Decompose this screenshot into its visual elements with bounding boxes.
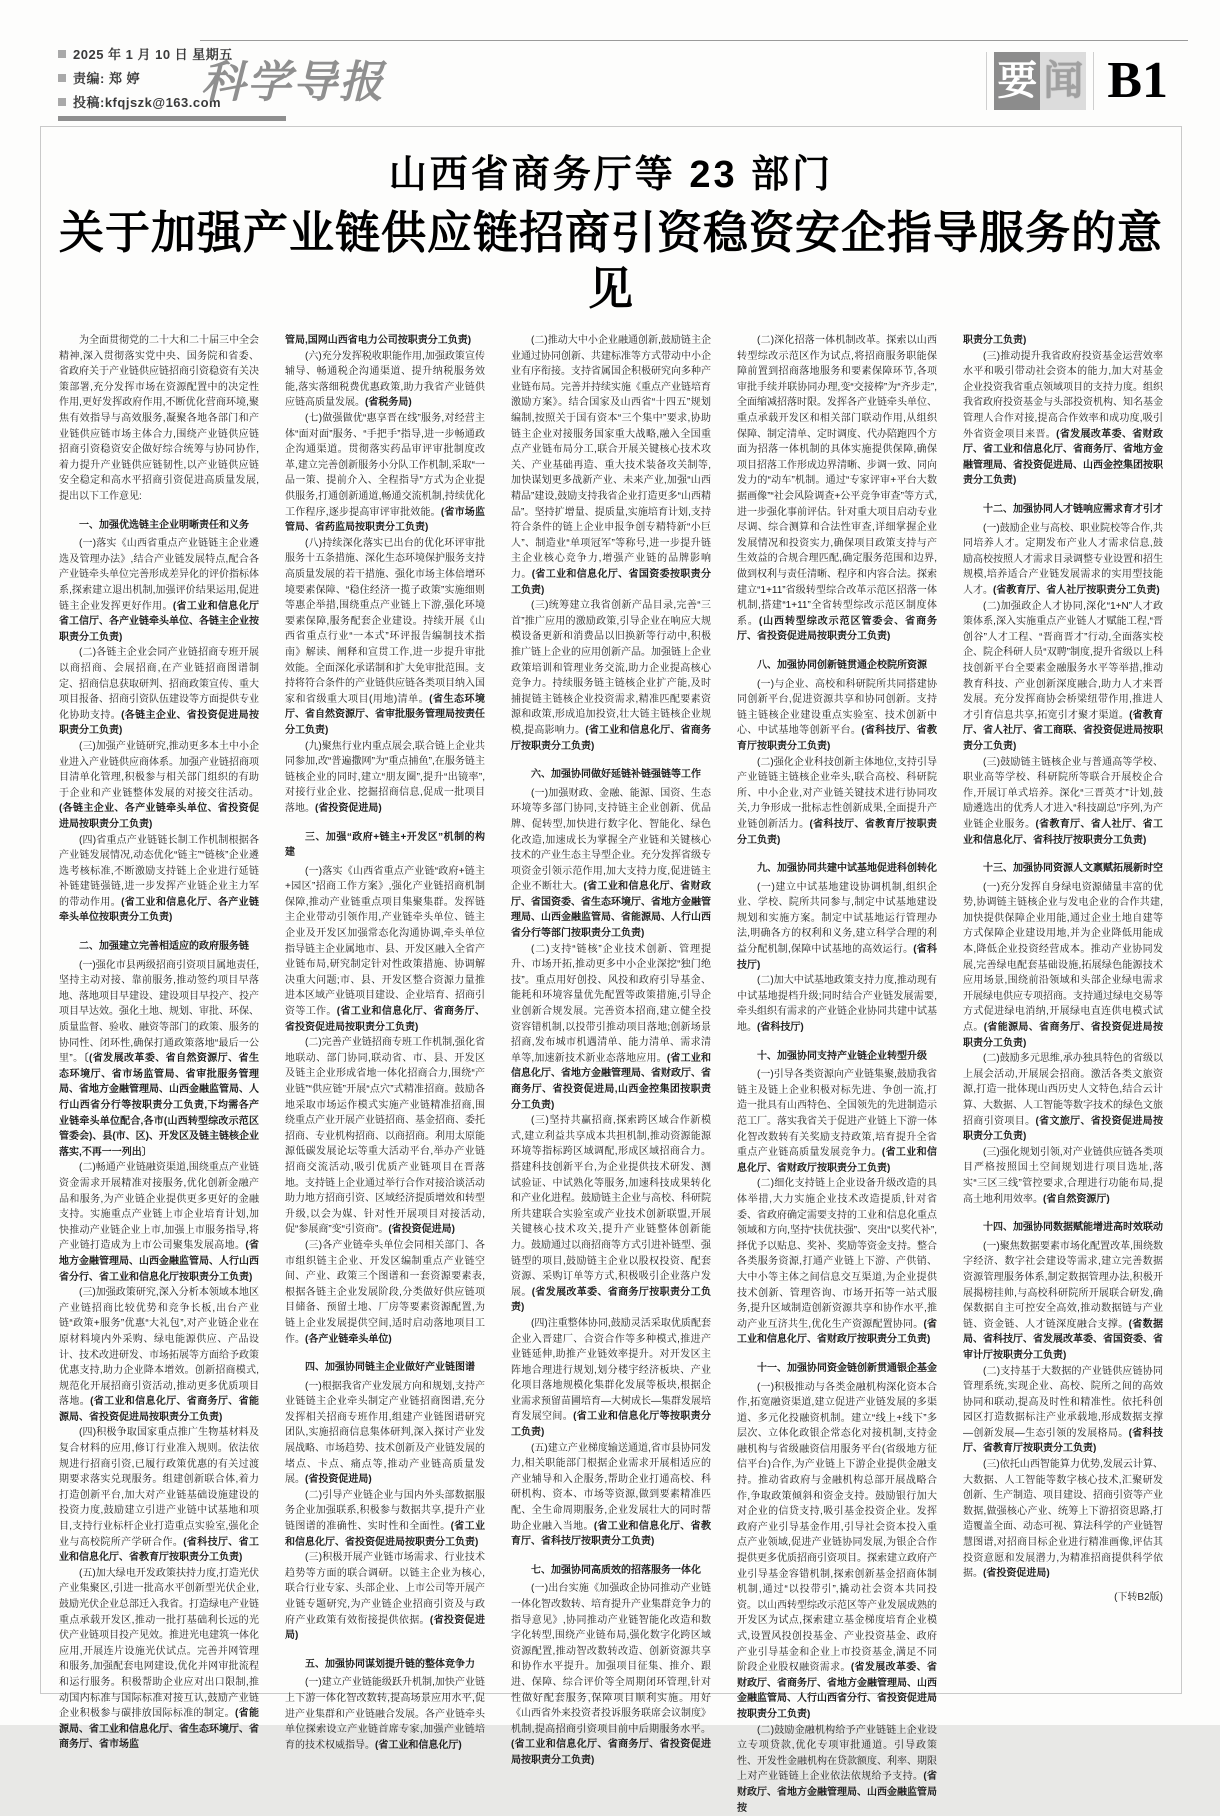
paragraph: (一)鼓励企业与高校、职业院校等合作,共同培养人才。定期发布产业人才需求信息,鼓励高校按照人才需求目录调整专业设置和招生规模,培养适合产业链发展需求的实用型技能人才。(省教育厅、省人社厅按职责分工负责) bbox=[963, 522, 1163, 596]
paragraph: 为全面贯彻党的二十大和二十届三中全会精神,深入贯彻落实党中央、国务院和省委、省政府关于产业链供应链招商引资稳资有关决策部署,充分发挥市场在资源配置中的决定性作用,更好发挥政府作用,不断优化营商环境,聚焦有效指导与高效服务,凝聚各地各部门和产业链供应链市场主体合力,围绕产业链供应链招商引资稳资安企做好综合统筹与协同协作,着力提升产业链供应链韧性,以产业链供应链安全稳定和高水平招商引资促进高质量发展,提出以下工作意见: bbox=[59, 335, 259, 503]
paragraph: (三)依托山西智能算力优势,发展云计算、大数据、人工智能等数字核心技术,汇聚研发创新、生产制造、项目建设、招商引资等产业数据,做强核心产业、统筹上下游招资思路,打造覆盖全面、动态可视、算法科学的产业链智慧图谱,对招商目标企业进行精准画像,评估其投资意愿和发展潜力,为精准招商提供科学依据。(省投资促进局) bbox=[963, 1459, 1163, 1580]
paragraph: (二)加强政企人才协同,深化“1+N”人才政策体系,深入实施重点产业链人才赋能工程,“晋创谷”人才工程、“晋商晋才”行动,全面落实校企、院企科研人员“双聘”制度,提升省级以上科技创新平台全要素金融服务水平等举措,推动教育科技、产业创新深度融合,助力人才来晋发展。充分发挥商协会桥梁纽带作用,推进人才引育信息共享,拓宽引才聚才渠道。(省教育厅、省人社厅、省工商联、省投资促进局按职责分工负责) bbox=[963, 600, 1163, 752]
paragraph: (一)引导各类资源向产业链集聚,鼓励我省链主及链上企业积极对标先进、争创一流,打造一批具有山西特色、全国领先的先进制造示范工厂。落实我省关于促进产业链上下游一体化智改数转有关奖励支持政策,培育提升全省重点产业链高质量发展竞争力。(省工业和信息化厅、省财政厅按职责分工负责) bbox=[737, 1069, 937, 1174]
paragraph: (五)建立产业梯度输送通道,省市县协同发力,相关职能部门根据企业需求开展相适应的产业辅导和入企服务,帮助企业打通高校、科研机构、资本、市场等资源,做到要素精准匹配、全生命周期服务,企业发展壮大的同时帮助企业融入当地。(省工业和信息化厅、省教育厅、省科技厅按职责分工负责) bbox=[511, 1442, 711, 1548]
paragraph: (一)建立产业链能级跃升机制,加快产业链上下游一体化智改数转,提高场景应用水平,促进产业集群和产业链融合发展。各产业链牵头单位探索设立产业链首席专家,加强产业链培育的技术权威指导。(省工业和信息化厅) bbox=[285, 1677, 485, 1751]
divider bbox=[1093, 52, 1094, 110]
article-headline bbox=[41, 153, 1181, 317]
paragraph: (二)引导产业链企业与国内外头部数据服务企业加强联系,积极参与数据共享,提升产业链图谱的准确性、实时性和全面性。(省工业和信息化厅、省投资促进局按职责分工负责) bbox=[285, 1489, 485, 1548]
paragraph: (三)统筹建立我省创新产品目录,完善“三首”推广应用的激励政策,引导企业在响应大规模设备更新和消费品以旧换新等行动中,积极推广链上企业的应用创新产品。加强链上企业政策培训和管理业务交流,助力企业提高核心竞争力。持续服务链主链核企业扩产能,及时捕捉链主链核企业投资需求,精准匹配要素资源和政策,形成追加投资,壮大链主链核企业规模,提高影响力。(省工业和信息化厅、省商务厅按职责分工负责) bbox=[511, 600, 711, 752]
section-badge-char2: 闻 bbox=[1040, 52, 1086, 110]
paragraph: (一)建立中试基地建设协调机制,组织企业、学校、院所共同参与,制定中试基地建设规划和实施方案。制定中试基地运行管理办法,明确各方的权利和义务,建立科学合理的利益分配机制,保障中试基地的高效运行。(省科技厅) bbox=[737, 881, 937, 971]
editor-name: 责编: 郑 婷 bbox=[73, 71, 141, 86]
paragraph: (二)支持基于大数据的产业链供应链协同管理系统,实现企业、高校、院所之间的高效协同和联动,提高及时性和精准性。依托科创园区打造数据标注产业承载地,形成数据支撑—创新发展—生态引领的发展格局。(省科技厅、省教育厅按职责分工负责) bbox=[963, 1365, 1163, 1455]
section-heading: 九、加强协同共建中试基地促进科创转化 bbox=[757, 863, 937, 875]
paragraph: (二)强化企业科技创新主体地位,支持引导产业链链主链核企业牵头,联合高校、科研院所、中小企业,对产业链关键技术进行协同攻关,力争形成一批标志性创新成果,全面提升产业链创新活力。(省科技厅、省教育厅按职责分工负责) bbox=[737, 756, 937, 846]
paragraph: (一)落实《山西省重点产业链“政府+链主+园区”招商工作方案》,强化产业链招商机制保障,推动产业链重点项目集聚集群。发挥链主企业带动引领作用,产业链牵头单位、链主企业及开发区加强常态化沟通协调,牵头单位指导链主企业属地市、县、开发区融入全省产业链布局,研究制定针对性政策措施、协调解决重大问题;市、县、开发区整合资源力量推进本区域产业链项目建设、企业培育、招商引资等工作。(省工业和信息化厅、省商务厅、省投资促进局按职责分工负责) bbox=[285, 865, 486, 1033]
paragraph: (二)完善产业链招商专班工作机制,强化省地联动、部门协同,联动省、市、县、开发区及链主企业形成省地一体化招商合力,围绕“产业链”“供应链”开展“点穴”式精准招商。鼓励各地采取市场运作模式实施产业链精准招商,围绕重点产业开展产业链招商、基金招商、委托招商、专业机构招商、以商招商。利用太原能源低碳发展论坛等重大活动平台,举办产业链招商交流活动,吸引优质产业链项目在晋落地。支持链上企业通过举行合作对接洽谈活动助力地方招商引资、区域经济提质增效和转型升级,以会为媒、针对性开展项目对接活动,促“参展商”变“引资商”。(省投资促进局) bbox=[285, 1037, 485, 1236]
paragraph: (一)落实《山西省重点产业链链主企业遴选及管理办法》,结合产业链发展特点,配合各产业链牵头单位完善形成差异化的评价指标体系,探索建立退出机制,加强评价结果运用,促进链主企业发挥更好作用。(省工业和信息化厅省工信厅、各产业链牵头单位、各链主企业按职责分工负责) bbox=[59, 538, 259, 643]
paragraph: (六)充分发挥税收职能作用,加强政策宣传辅导、畅通税企沟通渠道、提升纳税服务效能,落实落细税费优惠政策,助力我省产业链供应链高质量发展。(省税务局) bbox=[285, 350, 485, 409]
section-heading: 五、加强协同谋划提升链的整体竞争力 bbox=[305, 1658, 475, 1670]
headline-line2: 关于加强产业链供应链招商引资稳资安企指导服务的意见 bbox=[58, 206, 1163, 314]
issue-date: 2025 年 1 月 10 日 星期五 bbox=[73, 47, 233, 62]
headline-line1: 山西省商务厅等 23 部门 bbox=[388, 154, 834, 196]
paragraph: (一)加强财政、金融、能源、国资、生态环境等多部门协同,支持链主企业创新、优品牌、促转型,加快进行数字化、智能化、绿色化改造,加速成长为掌握全产业链和关键核心技术的产业生态主导型企业。充分发挥省级专项资金引领示范作用,加大支持力度,促进链主企业不断壮大。(省工业和信息化厅、省财政厅、省国资委、省生态环境厅、省地方金融管理局、山西金融监管局、省能源局、人行山西省分行等部门按职责分工负责) bbox=[511, 787, 711, 940]
divider bbox=[986, 52, 987, 110]
bullet-square-icon bbox=[58, 50, 66, 58]
section-heading: 四、加强协同链主企业做好产业链图谱 bbox=[305, 1362, 475, 1374]
section-heading: 十二、加强协同人才链响应需求育才引才 bbox=[983, 504, 1163, 516]
paragraph: 职责分工负责) bbox=[963, 335, 1027, 347]
section-heading: 二、加强建立完善相适应的政府服务链 bbox=[79, 941, 249, 953]
paragraph: (二)细化支持链上企业设备升级改造的具体举措,大力实施企业技术改造提质,针对省委、省政府确定需要支持的工业和信息化重点领域和方向,坚持“扶优扶强”、突出“以奖代补”,择优予以贴息、奖补、奖励等资金支持。整合各类服务资源,打通产业链上下游、产供销、大中小等主体之间信息交互渠道,为企业提供技术创新、管理咨询、市场开拓等一站式服务,提升区域制造创新资源共享和协作水平,推动产业互济共生,优化生产资源配置协同。(省工业和信息化厅、省财政厅按职责分工负责) bbox=[737, 1178, 937, 1346]
paragraph: (五)加大绿电开发政策扶持力度,打造光伏产业集聚区,引进一批高水平创新型光伏企业,鼓励光伏企业总部迁入我省。打造绿电产业链重点承载开发区,推动一批打基础利长远的光伏产业链项目投产见效。推进光电建筑一体化应用,开展连片设施光伏试点。完善并网管理和服务,加强配套电网建设,优化并网审批流程和运行服务。积极帮助企业应对出口限制,推动国内标准与国际标准对接互认,鼓励产业链企业积极参与碳排放国际标准的制定。(省能源局、省工业和信息化厅、省生态环境厅、省商务厅、省市场监 bbox=[59, 1567, 259, 1751]
paragraph: (三)坚持共赢招商,探索跨区域合作新模式,建立利益共享成本共担机制,推动资源能源环境等指标跨区域调配,形成区域招商合力。搭建科技创新平台,为企业提供技术研发、测试验证、中试熟化等服务,加速科技成果转化和产业化进程。鼓励链主企业与高校、科研院所共建联合实验室或产业技术创新联盟,开展关键核心技术攻关,提升产业链整体创新能力。鼓励通过以商招商等方式引进补链型、强链型的项目,鼓励链主企业以股权投资、配套资源、采购订单等方式,积极吸引企业落户发展。(省发展改革委、省商务厅按职责分工负责) bbox=[511, 1115, 711, 1314]
paragraph: 管局,国网山西省电力公司按职责分工负责) bbox=[285, 335, 472, 347]
paragraph: (三)加强产业链研究,推动更多本土中小企业进入产业链供应商体系。加强产业链招商项目清单化管理,积极参与相关部门组织的有助于企业和产业链整体发展的对接交往活动。(各链主企业、各产业链牵头单位、省投资促进局按职责分工负责) bbox=[59, 740, 259, 830]
paragraph: (二)畅通产业链融资渠道,围绕重点产业链资金需求开展精准对接服务,优化创新金融产品和服务,为产业链企业提供更多更好的金融支持。实施重点产业链上市企业培育计划,加快推动产业链企业上市,加强上市服务指导,将产业链打造成为上市公司聚集发展高地。(省地方金融管理局、山西金融监管局、人行山西省分行、省工业和信息化厅按职责分工负责) bbox=[59, 1162, 259, 1283]
section-heading: 十三、加强协同资源人文禀赋拓展新时空 bbox=[983, 863, 1163, 875]
paragraph: (三)加强政策研究,深入分析本领域本地区产业链招商比较优势和竞争长板,出台产业链“政策+服务”优惠“大礼包”,对产业链企业在原材料境内外采购、绿电能源供应、产品设计、技术改进研发、市场拓展等方面给予政策优惠支持,助力企业降本增效。创新招商模式,规范化开展招商引资活动,推动更多优质项目落地。(省工业和信息化厅、省商务厅、省能源局、省投资促进局按职责分工负责) bbox=[59, 1287, 259, 1423]
body-column-1 bbox=[59, 333, 260, 1751]
paragraph: (二)支持“链核”企业技术创新、管理提升、市场开拓,推动更多中小企业深挖“独门绝技”。重点用好创投、风投和政府引导基金、能耗和环境容量优先配置等政策措施,引导企业创新合规发展。完善资本招商,建立健全投资容错机制,以投带引推动项目落地;创新场景招商,发布城市机遇清单、能力清单、需求清单等,加速新技术新业态落地应用。(省工业和信息化厅、省地方金融管理局、省财政厅、省商务厅、省投资促进局,山西金控集团按职责分工负责) bbox=[511, 943, 711, 1111]
section-heading: 八、加强协同创新链贯通企校院所资源 bbox=[757, 659, 927, 671]
section-heading: 七、加强协同高质效的招落服务一体化 bbox=[531, 1564, 701, 1576]
section-heading: 十、加强协同支持产业链企业转型升级 bbox=[757, 1050, 927, 1062]
paragraph: (三)强化规划引领,对产业链供应链各类项目严格按照国土空间规划进行项目选址,落实“三区三线”管控要求,合理进行功能布局,提高土地利用效率。(省自然资源厅) bbox=[963, 1146, 1163, 1205]
section-heading: 六、加强协同做好延链补链强链等工作 bbox=[531, 769, 701, 781]
section-badge-area bbox=[979, 50, 1168, 112]
body-column-5 bbox=[963, 333, 1163, 1731]
paragraph: (七)做强做优“惠享晋在线”服务,对经营主体“面对面”服务、“手把手”指导,进一步畅通政企沟通渠道。贯彻落实药品审评审批制度改革,建立完善创新服务小分队工作机制,采取“一品一策、提前介入、全程指导”方式为企业提供服务,打通创新通道,畅通交流机制,持续优化工作程序,逐步提高审评审批效能。(省市场监管局、省药监局按职责分工负责) bbox=[285, 413, 485, 534]
paragraph: (三)各产业链牵头单位会同相关部门、各市组织链主企业、开发区编制重点产业链空间、产业、政策三个图谱和一套资源要素表,根据各链主企业发展阶段,分类做好供应链项目储备、预留土地、厂房等要素资源配置,为链上企业发展提供空间,适时启动落地项目工作。(各产业链牵头单位) bbox=[285, 1239, 485, 1345]
paragraph: (三)鼓励链主链核企业与普通高等学校、职业高等学校、科研院所等联合开展校企合作,开展订单式培养。深化“三晋英才”计划,鼓励遴选出的优秀人才进入“科技副总”序列,为产业链企业服务。(省教育厅、省人社厅、省工业和信息化厅、省科技厅按职责分工负责) bbox=[963, 756, 1163, 846]
body-column-4 bbox=[737, 333, 938, 1814]
section-badge-char1: 要 bbox=[994, 52, 1040, 110]
meta-underline-bar bbox=[58, 116, 286, 121]
article-columns bbox=[41, 317, 1181, 1814]
paragraph: (一)出台实施《加强政企协同推动产业链一体化智改数转、培育提升产业集群竞争力的指导意见》,协同推动产业链智能化改造和数字化转型,围绕产业链布局,强化数字化跨区域资源配置,推动智改数转改造、创新资源共享和协作水平提升。加强项目征集、推介、跟进、保障、综合评价等全周期闭环管理,针对性做好配套服务,保障项目顺利实施。用好《山西省外来投资者投诉服务联席会议制度》机制,提高招商引资项目前中后期服务水平。(省工业和信息化厅、省商务厅、省投资促进局按职责分工负责) bbox=[511, 1583, 711, 1766]
page-number: B1 bbox=[1107, 52, 1168, 109]
paragraph: (四)省重点产业链链长制工作机制根据各产业链发展情况,动态优化“链主”“链核”企业遴选考核标准,不断激励支持链上企业进行延链补链建链强链,进一步发挥产业链企业主力军的带动作用。(省工业和信息化厅、各产业链牵头单位按职责分工负责) bbox=[59, 834, 259, 924]
paragraph: (一)聚焦数据要素市场化配置改革,围绕数字经济、数字社会建设等需求,建立完善数据资源管理服务体系,制定数据管理办法,积极开展揭榜挂帅,与高校科研院所开展联合研发,确保数据自主可控安全高效,推动数据链与产业链、资金链、人才链深度融合支撑。(省数据局、省科技厅、省发展改革委、省国资委、省审计厅按职责分工负责) bbox=[963, 1240, 1163, 1361]
paragraph: (三)推动提升我省政府投资基金运营效率水平和吸引带动社会资本的能力,加大对基金企业投资我省重点领域项目的支持力度。组织我省政府投资基金与头部投资机构、知名基金管理人合作对接,提高合作效率和成功度,吸引外省资金项目来晋。(省发展改革委、省财政厅、省工业和信息化厅、省商务厅、省地方金融管理局、省投资促进局、山西金控集团按职责分工负责) bbox=[963, 350, 1163, 487]
paragraph: (二)鼓励金融机构给予产业链链上企业设立专项贷款,优化专项审批通道。引导政策性、开发性金融机构在贷款额度、利率、期限上对产业链链上企业依法依规给予支持。(省财政厅、省地方金融管理局、山西金融监管局按 bbox=[737, 1724, 937, 1814]
paragraph: (一)与企业、高校和科研院所共同搭建协同创新平台,促进资源共享和协同创新。支持链主链核企业建设重点实验室、技术创新中心、中试基地等创新平台。(省科技厅、省教育厅按职责分工负责) bbox=[737, 678, 938, 752]
paragraph: (二)推动大中小企业融通创新,鼓励链主企业通过协同创新、共建标准等方式带动中小企业有序衔接。支持省属国企积极研究向多种产业链布局。完善并持续实施《重点产业链培育激励方案》。结合国家及山西省“十四五”规划编制,按照关于国有资本“三个集中”要求,协助链主企业对接服务国家重大战略,融入全国重点产业链布局分工,联合开展关键核心技术攻关、产业基础再造、重大技术装备攻关制等,加快谋划更多战新产业、未来产业,加强“山西精品”建设,鼓励支持我省企业打造更多“山西精品”。坚持扩增量、提质量,实施培育计划,支持符合条件的链上企业申报争创专精特新“小巨人”、制造业“单项冠军”等称号,进一步提升链主企业核心竞争力,增强产业链的品牌影响力。(省工业和信息化厅、省国资委按职责分工负责) bbox=[511, 335, 711, 596]
paragraph: (一)强化市县两级招商引资项目属地责任,坚持主动对接、靠前服务,推动签约项目早落地、落地项目早建设、建设项目早投产、投产项目早达效。强化土地、规划、审批、环保、质量监督、验收、融资等部门的政策、服务的协同性、闭环性,确保打通政策落地“最后一公里”。〔(省发展改革委、省自然资源厅、省生态环境厅、省市场监管局、省审批服务管理局、省地方金融管理局、山西金融监管局、人行山西省分行等按职责分工负责,下均需各产业链牵头单位配合,各市(山西转型综改示范区管委会)、县(市、区)、开发区及链主链核企业落实,不再一一列出〕 bbox=[59, 959, 259, 1158]
paragraph: (二)各链主企业会同产业链招商专班开展以商招商、会展招商,在产业链招商图谱制定、招商信息获取研判、招商政策宣传、重大项目报备、招商引资队伍建设等方面提供专业化协助支持。(各链主企业、省投资促进局按职责分工负责) bbox=[59, 647, 259, 737]
paragraph: (四)积极争取国家重点推广生物基材料及复合材料的应用,修订行业准入规则。依法依规进行招商引资,已履行政策优惠的有关过渡期要求落实兑现服务。组建创新联合体,着力打造创新平台,加大对产业链基础设施建设的投资力度,鼓励建立引进产业链中试基地和项目,支持行业标杆企业打造重点实验室,强化企业与高校院所产学研合作。(省科技厅、省工业和信息化厅、省教育厅按职责分工负责) bbox=[59, 1427, 260, 1564]
paragraph: (下转B2版) bbox=[1114, 1591, 1163, 1603]
section-heading: 一、加强优选链主企业明晰责任和义务 bbox=[79, 519, 249, 531]
paragraph: (四)注重整体协同,鼓励灵活采取优质配套企业入晋建厂、合资合作等多种模式,推进产业链延伸,助推产业链效率提升。对开发区主阵地合理进行规划,划分楼宇经济板块、产业化项目落地规模化集群化发展等板块,根据企业需求预留苗圃培育—大树成长—集群发展培育发展空间。(省工业和信息化厅等按职责分工负责) bbox=[511, 1317, 711, 1439]
paragraph: (二)鼓励多元思维,承办独具特色的省级以上展会活动,开展展会招商。激活各类文旅资源,打造一批体现山西历史人文特色,结合云计算、大数据、人工智能等数字技术的绿色文旅招商引资项目。(省文旅厅、省投资促进局按职责分工负责) bbox=[963, 1053, 1163, 1143]
section-heading: 三、加强“政府+链主+开发区”机制的构建 bbox=[285, 831, 485, 859]
submission-email: 投稿:kfqjszk@163.com bbox=[73, 95, 222, 110]
paragraph: (一)根据我省产业发展方向和规划,支持产业链链主企业牵头制定产业链招商图谱,充分发挥相关招商专班作用,组建产业链图谱研究团队,实施招商信息集体研判,深入探讨产业发展战略、市场趋势、技术创新及产业链发展的堵点、卡点、痛点等,推动产业链高质量发展。(省投资促进局) bbox=[285, 1380, 485, 1486]
paragraph: (二)加大中试基地政策支持力度,推动现有中试基地提档升级;同时结合产业链发展需要,牵头组织有需求的产业链企业协同共建中试基地。(省科技厅) bbox=[737, 975, 937, 1034]
bullet-square-icon bbox=[58, 74, 66, 82]
article-frame bbox=[40, 126, 1182, 1814]
header-rule bbox=[200, 40, 1188, 41]
section-heading: 十一、加强协同资金链创新贯通银企基金 bbox=[757, 1362, 937, 1374]
bullet-square-icon bbox=[58, 98, 66, 106]
page-header bbox=[40, 28, 1188, 116]
body-column-3 bbox=[511, 333, 711, 1766]
section-heading: 十四、加强协同数据赋能增进高时效联动 bbox=[983, 1222, 1163, 1234]
paragraph: (一)积极推动与各类金融机构深化资本合作,拓宽融资渠道,建立促进产业链发展的多渠道、多元化投融资机制。建立“线上+线下”多层次、立体化政银企常态化对接机制,支持金融机构与省级融资信用服务平台(省级地方征信平台)合作,为产业链上下游企业提供金融支持。推动省政府与金融机构总部开展战略合作,争取政策倾斜和资金支持。鼓励银行加大对企业的信贷支持,吸引基金投资企业。发挥政府产业引导基金作用,引导社会资本投入重点产业领域,促进产业链协同发展,为银企合作提供更多优质招商引资项目。探索建立政府产业引导基金容错机制,探索创新基金招商体制机制,通过“以投带引”,撬动社会资本共同投资。以山西转型综改示范区等产业发展成熟的开发区为试点,探索建立基金梯度培育企业模式,设置风投创投基金、产业投资基金、政府产业引导基金和企业上市投资基金,满足不同阶段企业股权融资需求。(省发展改革委、省财政厅、省商务厅、省地方金融管理局、山西金融监管局、人行山西省分行、省投资促进局按职责分工负责) bbox=[737, 1381, 937, 1720]
paragraph: (二)深化招落一体机制改革。探索以山西转型综改示范区作为试点,将招商服务职能保障前置到招商落地服务和要素保障环节,各项审批手续并联协同办理,变“交接棒”为“齐步走”,全面缩减招落时限。发挥各产业链牵头单位、重点承载开发区和相关部门联动作用,从组织保障、制定清单、定时调度、代办陪跑四个方面为招落一体机制的具体实施提供保障,确保项目招落工作形成边界清晰、步调一致、同向发力的“动车”机制。通过“专家评审+平台大数据画像”“社会风险调查+公平竞争审查”等方式,进一步强化事前评估。针对重大项目启动专业尽调、综合测算和合法性审查,详细掌握企业发展情况和投资实力,确保项目政策支持与产生效益的合规合理匹配,确定服务范围和边界,做到权利与责任清晰、程序和内容合法。探索建立“1+11”省级转型综合改革示范区招落一体机制,搭建“1+11”全省转型综改示范区制度体系。(山西转型综改示范区管委会、省商务厅、省投资促进局按职责分工负责) bbox=[737, 335, 937, 643]
body-column-2 bbox=[285, 333, 486, 1751]
masthead-logo: 科学导报 bbox=[201, 57, 385, 108]
paragraph: (一)充分发挥自身绿电资源储量丰富的优势,协调链主链核企业与发电企业的合作共建,加快提供保障企业用能,通过企业土地自建等方式保障企业建设用地,并为企业降低用能成本,降低企业投资经营成本。推动产业协同发展,完善绿电配套基础设施,拓展绿色能源技术应用场景,围绕前沿领域和头部企业绿电需求开展绿电供应专项招商。支持通过绿电交易等方式促进绿电消纳,开展绿电直连供电模式试点。(省能源局、省商务厅、省投资促进局按职责分工负责) bbox=[963, 881, 1163, 1049]
paragraph: (八)持续深化落实已出台的优化环评审批服务十五条措施、深化生态环境保护服务支持高质量发展的若干措施、强化市场主体倍增环境要素保障、“稳住经济一揽子政策”实施细则等惠企举措,围绕重点产业链上下游,强化环境要素保障,服务配套企业建设。持续开展《山西省重点行业“一本式”环评报告编制技术指南》解读、阐释和宣贯工作,进一步提升审批效能。全面深化承诺制和扩大免审批范围。支持将符合条件的产业链供应链各类项目纳入国家和省级重大项目(用地)清单。(省生态环境厅、省自然资源厅、省审批服务管理局按责任分工负责) bbox=[285, 537, 485, 736]
paragraph: (三)积极开展产业链市场需求、行业技术趋势等方面的联合调研。以链主企业为核心,联合行业专家、头部企业、上市公司等开展产业链专题研究,为产业链企业招商引资及与政府产业政策有效衔接提供依据。(省投资促进局) bbox=[285, 1552, 485, 1642]
paragraph: (九)聚焦行业内重点展会,联合链上企业共同参加,改“普遍撒网”为“重点捕鱼”,在服务链主链核企业的同时,建立“朋友圈”,提升“出镜率”,对接行业企业、挖掘招商信息,促成一批项目落地。(省投资促进局) bbox=[285, 740, 485, 814]
